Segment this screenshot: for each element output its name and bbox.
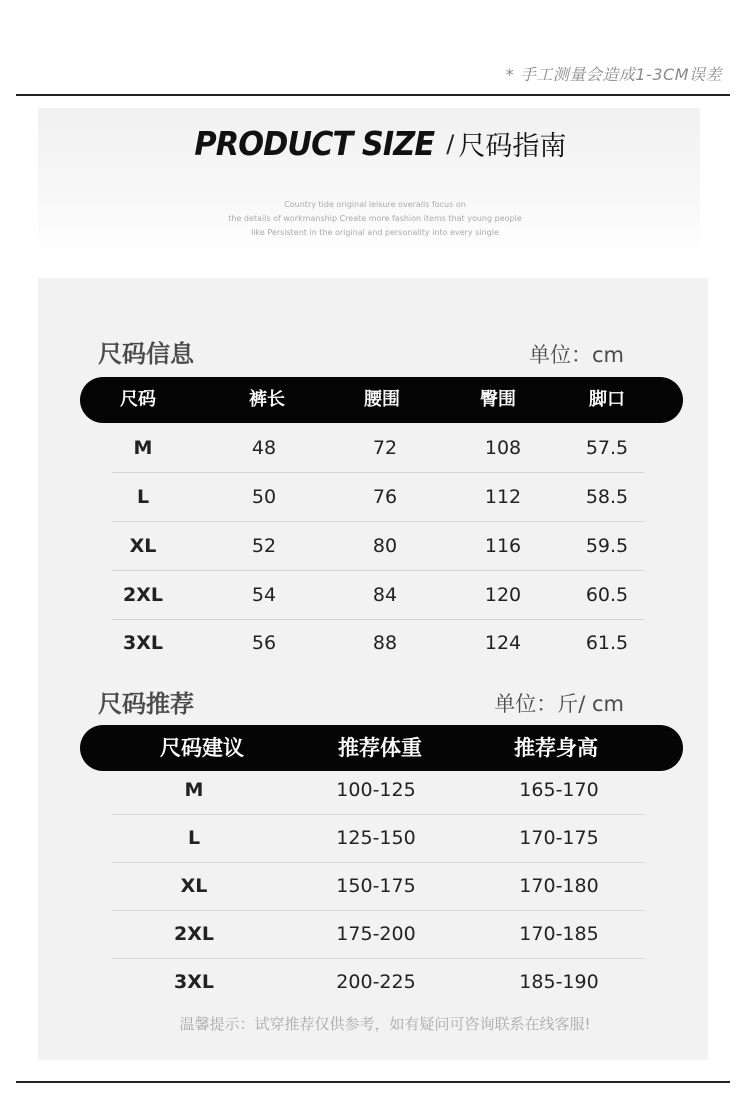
cell-length: 52	[251, 535, 277, 557]
title-english: PRODUCT SIZE	[194, 124, 434, 163]
cell-weight: 200-225	[336, 971, 416, 993]
column-header-leg-opening: 脚口	[589, 389, 625, 410]
size-info-title: 尺码信息	[98, 340, 194, 368]
page-title	[0, 124, 750, 163]
cell-leg-opening: 58.5	[585, 486, 629, 508]
cell-weight: 175-200	[336, 923, 416, 945]
cell-waist: 88	[372, 632, 398, 654]
cell-size: M	[133, 437, 153, 459]
cell-leg-opening: 61.5	[585, 632, 629, 654]
size-info-header	[80, 377, 683, 423]
table-row	[112, 910, 644, 959]
description-line: the details of workmanship Create more fashion items that young people	[228, 214, 522, 223]
title-chinese: 尺码指南	[458, 131, 567, 162]
table-row	[112, 473, 644, 522]
table-row	[112, 862, 644, 911]
cell-height: 170-185	[519, 923, 599, 945]
cell-length: 48	[251, 437, 277, 459]
cell-waist: 84	[372, 584, 398, 606]
column-header-size-suggestion: 尺码建议	[160, 736, 244, 760]
table-row	[112, 522, 644, 571]
cell-size: XL	[129, 535, 157, 557]
table-row	[112, 958, 644, 1006]
column-header-waist: 腰围	[364, 389, 400, 410]
size-info-unit: 单位：cm	[528, 343, 624, 367]
cell-hip: 108	[484, 437, 522, 459]
cell-hip: 120	[484, 584, 522, 606]
cell-length: 56	[251, 632, 277, 654]
cell-size: M	[184, 779, 204, 801]
cell-hip: 124	[484, 632, 522, 654]
measurement-error-note: * 手工测量会造成1-3CM误差	[505, 65, 722, 84]
cell-length: 54	[251, 584, 277, 606]
cell-size: 2XL	[123, 584, 163, 606]
cell-leg-opening: 60.5	[585, 584, 629, 606]
column-header-hip: 臀围	[480, 389, 516, 410]
size-recommend-title: 尺码推荐	[98, 690, 194, 718]
cell-size: L	[136, 486, 150, 508]
column-header-size: 尺码	[120, 389, 156, 410]
cell-hip: 112	[484, 486, 522, 508]
cell-height: 170-175	[519, 827, 599, 849]
title-separator: /	[446, 129, 455, 158]
description-line: Country tide original leisure overalls focus on	[284, 200, 466, 209]
cell-weight: 150-175	[336, 875, 416, 897]
cell-waist: 72	[372, 437, 398, 459]
cell-height: 185-190	[519, 971, 599, 993]
cell-weight: 125-150	[336, 827, 416, 849]
cell-length: 50	[251, 486, 277, 508]
table-row	[112, 424, 644, 473]
top-divider	[16, 94, 730, 96]
cell-waist: 76	[372, 486, 398, 508]
column-header-length: 裤长	[249, 389, 285, 410]
cell-size: L	[187, 827, 201, 849]
cell-weight: 100-125	[336, 779, 416, 801]
cell-hip: 116	[484, 535, 522, 557]
column-header-weight: 推荐体重	[338, 736, 422, 760]
column-header-height: 推荐身高	[514, 736, 598, 760]
table-row	[112, 571, 644, 620]
cell-height: 165-170	[519, 779, 599, 801]
cell-size: 2XL	[174, 923, 214, 945]
cell-size: XL	[180, 875, 208, 897]
cell-waist: 80	[372, 535, 398, 557]
friendly-tip: 温馨提示：试穿推荐仅供参考，如有疑问可咨询联系在线客服!	[179, 1015, 591, 1033]
cell-size: 3XL	[123, 632, 163, 654]
description-line: like Persistent in the original and personality into every single	[251, 228, 499, 237]
cell-size: 3XL	[174, 971, 214, 993]
size-recommend-header	[80, 725, 683, 771]
table-row	[112, 814, 644, 863]
cell-leg-opening: 59.5	[585, 535, 629, 557]
table-row	[112, 619, 644, 667]
table-row	[112, 766, 644, 815]
cell-height: 170-180	[519, 875, 599, 897]
bottom-divider	[16, 1081, 730, 1083]
cell-leg-opening: 57.5	[585, 437, 629, 459]
size-recommend-unit: 单位：斤/ cm	[494, 692, 624, 716]
header-description	[0, 198, 750, 240]
